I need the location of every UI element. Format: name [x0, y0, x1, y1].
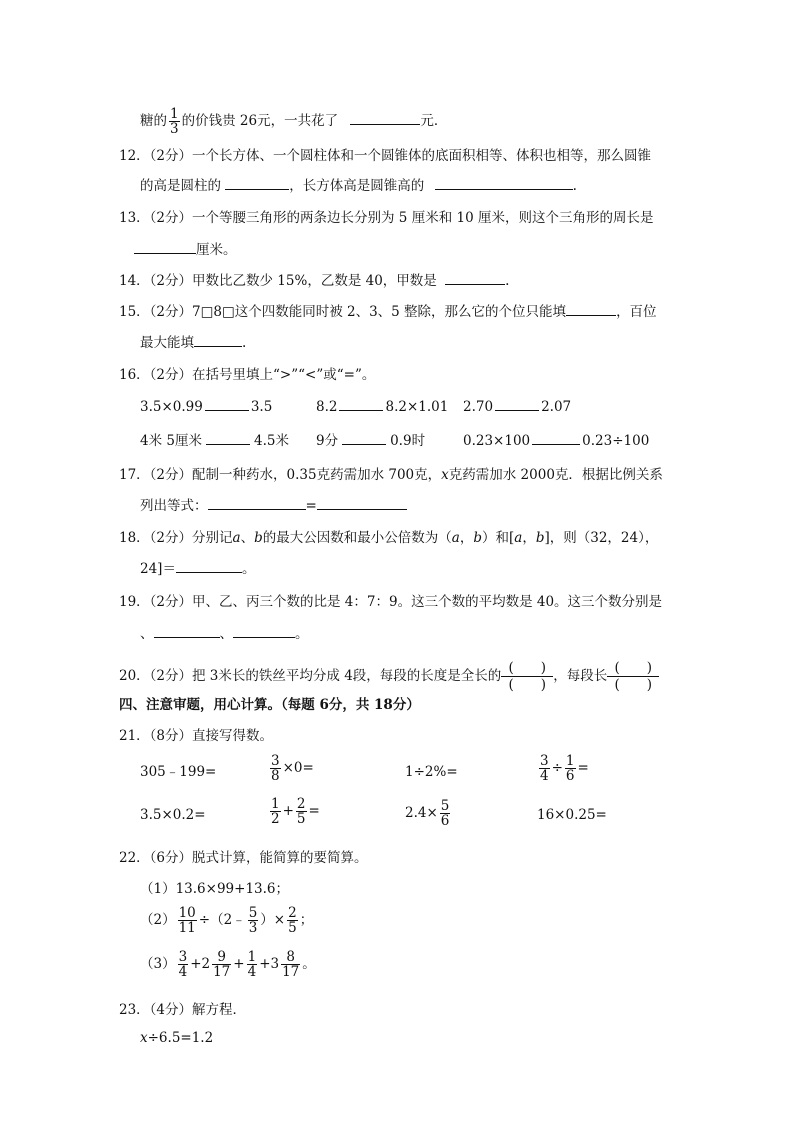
q22-title: 22．（6分）脱式计算，能简算的要简算。: [119, 850, 368, 866]
q17-text3: 列出等式：: [140, 498, 208, 514]
q19-end: 。: [295, 626, 309, 642]
q16-row2c: [463, 432, 649, 450]
answer-blank[interactable]: [317, 497, 407, 510]
q22-part2: [140, 906, 313, 935]
q20-text2: ，每段长: [553, 668, 608, 684]
q14-line: [119, 272, 509, 290]
q15-line1: [119, 303, 657, 321]
q22-part3: [140, 950, 316, 979]
q18-line1: [119, 529, 658, 547]
fraction: $\frac{1}{2}$: [271, 796, 280, 827]
q20-line: [119, 656, 659, 696]
answer-blank[interactable]: [194, 334, 242, 347]
q23-equation: [140, 1029, 213, 1047]
q15-text3: 最大能填: [140, 335, 194, 351]
answer-blank[interactable]: [495, 398, 539, 411]
answer-blank[interactable]: [233, 625, 295, 638]
q19-sep: 、: [219, 626, 233, 642]
q17-text: 17．（2分）配制一种药水，0.35克药需加水 700克，: [119, 467, 442, 483]
q21-r1c4: [537, 754, 589, 783]
q14-text: 14．（2分）甲数比乙数少 15%，乙数是 40，甲数是: [119, 273, 437, 289]
var-a: a: [451, 530, 460, 546]
q21-title: 21．（8分）直接写得数。: [119, 728, 274, 744]
q15-text: 15．（2分）7□8□这个四数能同时被 2、3、5 整除，那么它的个位只能填: [119, 304, 567, 320]
q18-sep: ，: [459, 530, 474, 546]
compare-right: 0.23÷100: [582, 433, 650, 449]
answer-blank[interactable]: [176, 560, 242, 573]
q15-line2: [140, 334, 246, 352]
expr-end: 。: [302, 956, 316, 972]
q11-end: 元．: [420, 113, 448, 129]
q19-line1: 19．（2分）甲、乙、丙三个数的比是 4：7：9。这三个数的平均数是 40。这三个数分别是: [119, 594, 663, 610]
q17-line1: [119, 466, 663, 484]
expr-text: ×0=: [282, 760, 314, 776]
answer-blank[interactable]: [435, 177, 573, 190]
part-label: （2）: [140, 912, 176, 928]
part-label: （3）: [140, 956, 176, 972]
q13-text: 厘米。: [196, 242, 237, 258]
compare-left: 4米 5厘米: [140, 433, 202, 449]
q12-end: .: [572, 178, 577, 194]
answer-blank[interactable]: [154, 625, 220, 638]
q16-row1b: [316, 398, 448, 416]
fraction: $\frac{1}{4}$: [247, 949, 257, 980]
q15-end: .: [242, 335, 247, 351]
compare-right: 4.5米: [253, 433, 289, 449]
q22-part1: （1）13.6×99+13.6；: [140, 881, 290, 897]
q21-r2c1: 3.5×0.2=: [140, 807, 206, 823]
var-b: b: [473, 530, 482, 546]
fraction: $\frac{3}{4}$: [178, 949, 188, 980]
q18-text4: ]，则（32，24），: [544, 530, 659, 546]
expr-text: ÷（2﹣: [198, 912, 246, 928]
q12-line1: 12．（2分）一个长方体、一个圆柱体和一个圆锥体的底面积相等、体积也相等，那么圆锥: [119, 148, 652, 164]
fraction: $\frac{3}{8}$: [271, 753, 280, 784]
q21-r1c3: 1÷2%=: [405, 764, 458, 780]
fraction: $\frac{2}{5}$: [296, 796, 306, 827]
compare-right: 0.9时: [390, 433, 426, 449]
answer-blank[interactable]: [206, 432, 250, 445]
fraction: $\frac{10}{11}$: [178, 905, 196, 936]
q21-r2c3: [405, 799, 452, 828]
q18-line2: [140, 560, 255, 578]
q11-tail: [140, 107, 447, 136]
expr-text: +3: [259, 956, 280, 972]
q18-text2: 的最大公因数和最小公倍数为（: [262, 530, 452, 546]
fraction: $\frac{1}{6}$: [565, 753, 575, 784]
q18-sep: 、: [240, 530, 255, 546]
q18-text3: ）和[: [481, 530, 515, 546]
q13-line2: [134, 241, 237, 259]
q16-row1c: [463, 398, 571, 416]
q18-text5: 24]＝: [140, 561, 176, 577]
answer-blank[interactable]: [205, 398, 249, 411]
q21-r2c2: [268, 797, 320, 826]
q17-line2: [140, 497, 407, 515]
q11-text2: 的价钱贵 26元，一共花了: [181, 113, 339, 129]
fraction: $\frac{3}{4}$: [540, 753, 549, 784]
compare-left: 9分: [316, 433, 339, 449]
q12-text: 的高是圆柱的: [140, 178, 221, 194]
expr-end: ；: [299, 912, 314, 928]
fraction: $\frac{5}{6}$: [440, 798, 450, 829]
q19-sep: 、: [140, 626, 154, 642]
compare-right: 2.07: [541, 399, 572, 415]
paren-fraction[interactable]: $\frac{( )}{( )}$: [607, 660, 659, 693]
compare-left: 2.70: [463, 399, 494, 415]
var-x: x: [140, 1030, 148, 1046]
answer-blank[interactable]: [134, 241, 196, 254]
var-b: b: [254, 530, 263, 546]
expr-text: +2: [190, 956, 211, 972]
q12-line2: [140, 177, 577, 195]
q18-end: 。: [241, 561, 256, 577]
answer-blank[interactable]: [350, 112, 420, 125]
compare-right: 8.2×1.01: [385, 399, 449, 415]
q19-line2: [140, 625, 309, 643]
section-heading: 四、注意审题，用心计算。（每题 6分，共 18分）: [119, 697, 420, 713]
operator: +: [282, 803, 294, 819]
compare-left: 0.23×100: [463, 433, 531, 449]
compare-left: 3.5×0.99: [140, 399, 203, 415]
equals: =: [577, 760, 589, 776]
answer-blank[interactable]: [566, 303, 616, 316]
q17-text2: 克药需加水 2000克．根据比例关系: [448, 467, 663, 483]
operator: ÷: [551, 760, 563, 776]
fraction: $\frac{1}{3}$: [170, 106, 179, 137]
answer-blank[interactable]: [445, 272, 505, 285]
q16-title: 16．（2分）在括号里填上“>”“<”或“=”。: [119, 367, 376, 383]
fraction: $\frac{2}{5}$: [288, 905, 297, 936]
q20-text: 20．（2分）把 3米长的铁丝平均分成 4段，每段的长度是全长的: [119, 668, 502, 684]
q21-r1c1: 305﹣199=: [140, 764, 217, 780]
fraction: $\frac{8}{17}$: [282, 949, 300, 980]
q11-text: 糖的: [140, 113, 167, 129]
var-b: b: [535, 530, 545, 546]
expr-text: 2.4×: [405, 805, 438, 821]
var-a: a: [514, 530, 523, 546]
var-a: a: [232, 530, 241, 546]
q18-sep: ，: [522, 530, 536, 546]
q15-text2: ，百位: [616, 304, 657, 320]
fraction: $\frac{5}{3}$: [248, 905, 258, 936]
answer-blank[interactable]: [342, 432, 386, 445]
q14-end: .: [505, 273, 510, 289]
fraction: $\frac{9}{17}$: [213, 949, 231, 980]
answer-blank[interactable]: [339, 398, 383, 411]
answer-blank[interactable]: [225, 177, 289, 190]
q16-row2b: [316, 432, 425, 450]
compare-left: 8.2: [316, 399, 338, 415]
q16-row2: [140, 432, 289, 450]
paren-fraction[interactable]: $\frac{( )}{( )}$: [501, 660, 553, 693]
var-x: x: [441, 467, 449, 483]
q21-r1c2: [268, 754, 314, 783]
q17-equals: =: [305, 498, 317, 514]
q13-line1: 13．（2分）一个等腰三角形的两条边长分别为 5 厘米和 10 厘米，则这个三角形的周长是: [119, 210, 654, 226]
compare-right: 3.5: [250, 399, 273, 415]
answer-blank[interactable]: [208, 497, 306, 510]
answer-blank[interactable]: [532, 432, 580, 445]
equation-text: ÷6.5=1.2: [147, 1030, 214, 1046]
q21-r2c4: 16×0.25=: [537, 807, 607, 823]
equals: =: [308, 803, 320, 819]
q16-row1: [140, 398, 272, 416]
q12-text2: ，长方体高是圆锥高的: [289, 178, 425, 194]
q18-text: 18．（2分）分别记: [119, 530, 233, 546]
q23-title: 23．（4分）解方程．: [119, 1002, 247, 1018]
expr-text: +: [233, 956, 245, 972]
expr-text: ）×: [260, 912, 286, 928]
